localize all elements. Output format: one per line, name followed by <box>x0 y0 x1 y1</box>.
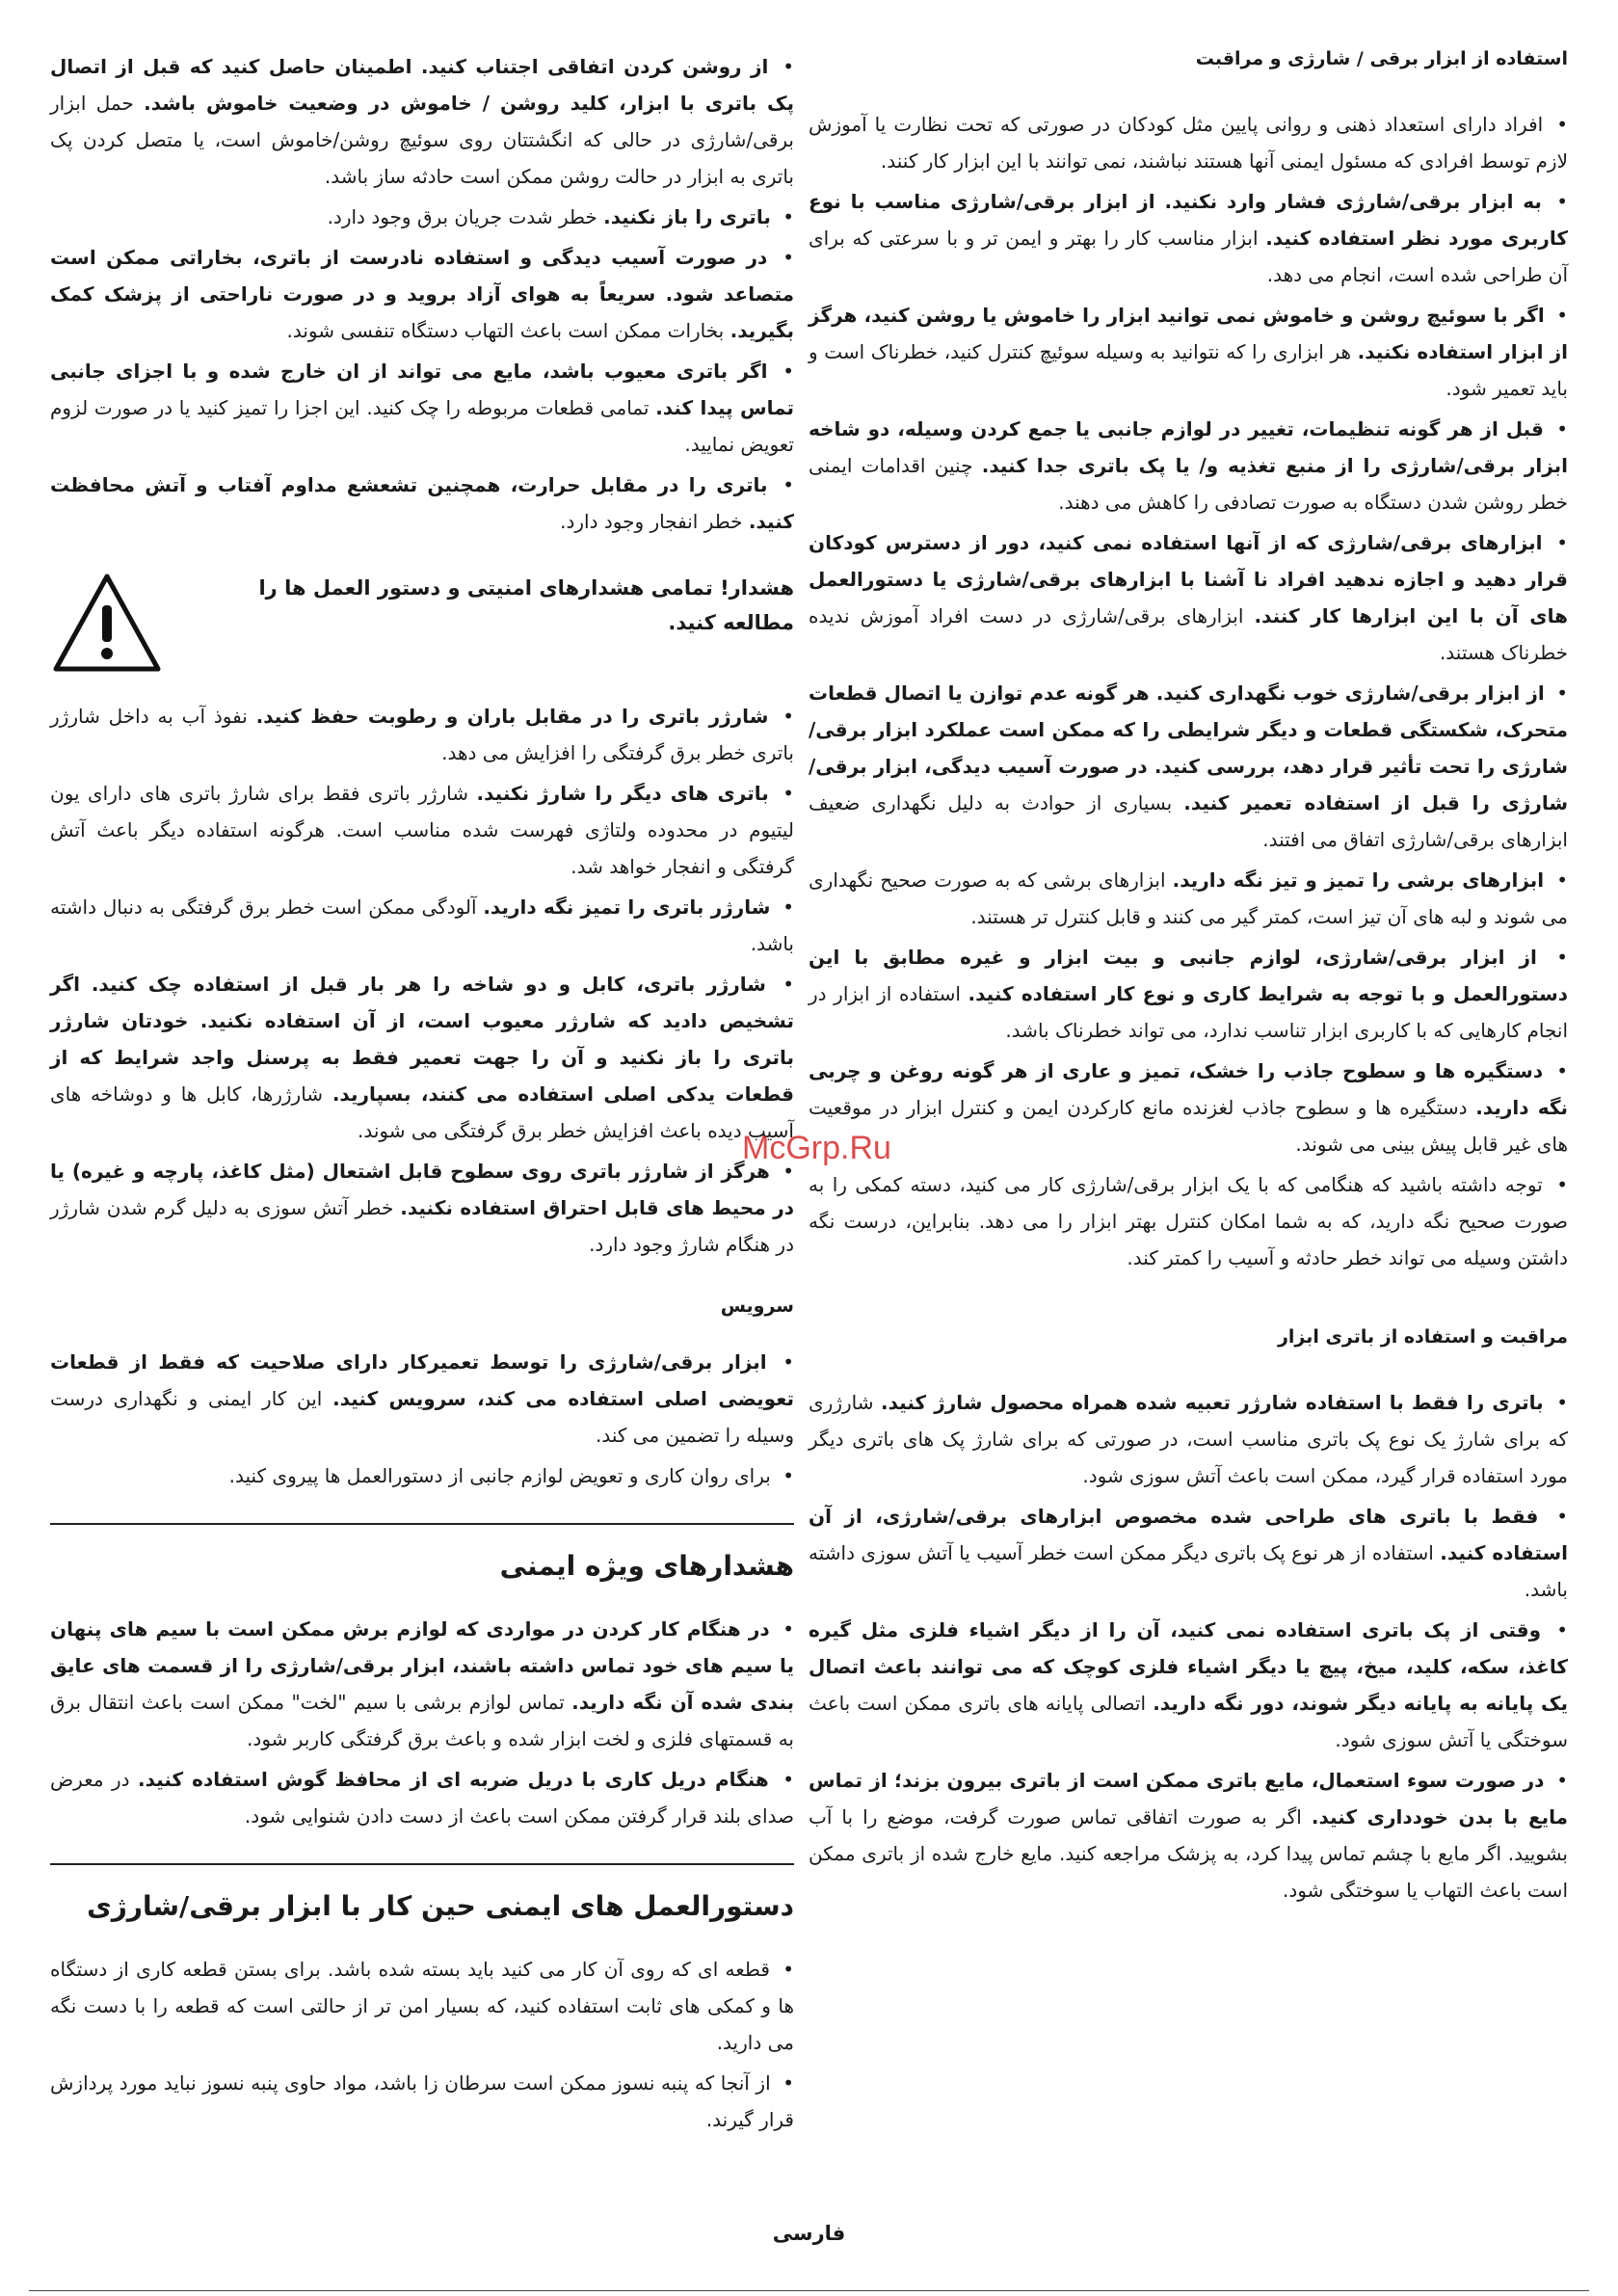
section-title-battery: مراقبت و استفاده از باتری ابزار <box>1277 1326 1568 1348</box>
bullet-item: • ابزارهای برقی/شارژی که از آنها استفاده نمی کنید، دور از دسترس کودکان قرار دهید و اجازه ندهید افراد نا آشنا با ابزارهای برقی/شارژی یا دستورالعمل های آن با این ابزارها کار کنند. ابزارهای برقی/شارژی در دست افراد آموزش ندیده خطرناک هستند. <box>809 531 1569 664</box>
bullet-item: • برای روان کاری و تعویض لوازم جانبی از دستورالعمل ها پیروی کنید. <box>228 1464 794 1487</box>
warning-box <box>50 571 794 675</box>
divider <box>50 1863 794 1865</box>
divider <box>50 1523 794 1525</box>
bullet-item: • وقتی از پک باتری استفاده نمی کنید، آن را از دیگر اشیاء فلزی مثل گیره کاغذ، سکه، کلید، میخ، پیچ یا دیگر اشیاء فلزی کوچک که می توانند باعث اتصال یک پایانه به پایانه دیگر شوند، دور نگه دارید. اتصالی پایانه های باتری ممکن است باعث سوختگی یا آتش سوزی شود. <box>809 1618 1568 1751</box>
bullet-item: • افراد دارای استعداد ذهنی و روانی پایین مثل کودکان در صورتی که تحت نظارت یا آموزش لازم توسط افرادی که مسئول ایمنی آنها هستند نباشند، نمی توانند با این ابزار کار کنند. <box>809 113 1569 173</box>
bullet-item: • اگر باتری معیوب باشد، مایع می تواند از ان خارج شده و با اجزای جانبی تماس پیدا کند. تمامی قطعات مربوطه را چک کنید. این اجزا را تمیز کنید یا در صورت لزوم تعویض نمایید. <box>50 360 795 456</box>
bullet-item: • فقط با باتری های طراحی شده مخصوص ابزارهای برقی/شارژی، از آن استفاده کنید. استفاده از هر نوع پک باتری دیگر ممکن است خطر آسیب یا آتش سوزی داشته باشد. <box>809 1505 1569 1601</box>
warning-triangle-icon <box>50 571 164 675</box>
bullet-item: • قبل از هر گونه تنظیمات، تغییر در لوازم جانبی یا جمع کردن وسیله، دو شاخه ابزار برقی/شارژی را از منبع تغذیه و/ یا پک باتری جدا کنید. چنین اقدامات ایمنی خطر روشن شدن دستگاه به صورت تصادفی را کاهش می دهند. <box>809 417 1569 514</box>
bullet-item: • باتری را فقط با استفاده شارژر تعبیه شده همراه محصول شارژ کنید. شارژری که برای شارژ یک نوع پک باتری مناسب است، در صورتی که برای شارژ پک های باتری دیگر مورد استفاده قرار گیرد، ممکن است باعث آتش سوزی شود. <box>809 1391 1568 1487</box>
bullet-item: • از ابزار برقی/شارژی، لوازم جانبی و بیت ابزار و غیره مطابق با این دستورالعمل و با توجه به شرایط کاری و نوع کار استفاده کنید. استفاده از ابزار در انجام کارهایی که با کاربری ابزار تناسب ندارد، می تواند خطرناک باشد. <box>809 946 1569 1042</box>
bullet-item: • در صورت آسیب دیدگی و استفاده نادرست از باتری، بخاراتی ممکن است متصاعد شود. سریعاً به هوای آزاد بروید و در صورت ناراحتی از پزشک کمک بگیرید. بخارات ممکن است باعث التهاب دستگاه تنفسی شوند. <box>50 246 795 342</box>
heading-special-warnings: هشدارهای ویژه ایمنی <box>499 1550 794 1582</box>
bottom-rule <box>29 2290 1589 2291</box>
bullet-item: • از روشن کردن اتفاقی اجتناب کنید. اطمینان حاصل کنید که قبل از اتصال پک باتری با ابزار، کلید روشن / خاموش در وضعیت خاموش باشد. حمل ابزار برقی/شارژی در حالی که انگشتتان روی سوئیچ روشن/خاموش است، یا متصل کردن پک باتری به ابزار در حالت روشن ممکن است حادثه ساز باشد. <box>50 55 795 188</box>
bullet-item: • به ابزار برقی/شارژی فشار وارد نکنید. از ابزار برقی/شارژی مناسب با نوع کاربری مورد نظر استفاده کنید. ابزار مناسب کار را بهتر و ایمن تر و با سرعتی که برای آن طراحی شده است، انجام می دهد. <box>809 190 1568 286</box>
bullet-item: • اگر با سوئیچ روشن و خاموش نمی توانید ابزار را خاموش یا روشن کنید، هرگز از ابزار استفاده نکنید. هر ابزاری را که نتوانید به وسیله سوئیچ کنترل کنید، خطرناک است و باید تعمیر شود. <box>809 304 1569 400</box>
bullet-item: • از ابزار برقی/شارژی خوب نگهداری کنید. هر گونه عدم توازن یا اتصال قطعات متحرک، شکستگی قطعات و دیگر شرایطی را که ممکن است عملکرد ابزار برقی/شارژی را تحت تأثیر قرار دهد، بررسی کنید. در صورت آسیب دیدگی، ابزار برقی/شارژی را قبل از استفاده تعمیر کنید. بسیاری از حوادث به دلیل نگهداری ضعیف ابزارهای برقی/شارژی اتفاق می افتند. <box>809 681 1569 851</box>
bullet-item: • از آنجا که پنبه نسوز ممکن است سرطان زا باشد، مواد حاوی پنبه نسوز نباید مورد پردازش قرار گیرند. <box>50 2071 794 2131</box>
heading-work-safety: دستورالعمل های ایمنی حین کار با ابزار برقی/شارژی <box>87 1890 794 1922</box>
bullet-item: • باتری را باز نکنید. خطر شدت جریان برق وجود دارد. <box>327 205 794 228</box>
section-title-service: سرویس <box>720 1295 794 1317</box>
bullet-item: • قطعه ای که روی آن کار می کنید باید بسته شده باشد. برای بستن قطعه کاری از دستگاه ها و کمکی های ثابت استفاده کنید، که بسیار امن تر از حالتی است که قطعه را با دست نگه می دارید. <box>50 1958 794 2054</box>
bullet-item: • باتری های دیگر را شارژ نکنید. شارژر باتری فقط برای شارژ باتری های دارای یون لیتیوم در محدوده ولتاژی فهرست شده مناسب است. هرگونه استفاده دیگر باعث آتش گرفتگی و انفجار خواهد شد. <box>50 782 795 878</box>
warning-text: هشدار! تمامی هشدارهای امنیتی و دستور العمل ها را مطالعه کنید. <box>258 576 794 634</box>
bullet-item: • هرگز از شارژر باتری روی سطوح قابل اشتعال (مثل کاغذ، پارچه و غیره) یا در محیط های قابل احتراق استفاده نکنید. خطر آتش سوزی به دلیل گرم شدن شارژر در هنگام شارژ وجود دارد. <box>50 1160 795 1256</box>
bullet-item: • ابزارهای برشی را تمیز و تیز نگه دارید. ابزارهای برشی که به صورت صحیح نگهداری می شوند و لبه های آن تیز است، کمتر گیر می کنند و قابل کنترل تر هستند. <box>809 868 1568 928</box>
bullet-item: • توجه داشته باشید که هنگامی که با یک ابزار برقی/شارژی کار می کنید، دسته کمکی را به صورت صحیح نگه دارید، که به شما امکان کنترل بهتر ابزار را می دهد. بنابراین، درست نگه داشتن وسیله می تواند خطر حادثه و آسیب را کمتر کند. <box>809 1173 1568 1269</box>
bullet-item: • در هنگام کار کردن در مواردی که لوازم برش ممکن است با سیم های پنهان یا سیم های خود تماس داشته باشند، ابزار برقی/شارژی را از قسمت های عایق بندی شده آن نگه دارید. تماس لوازم برشی با سیم "لخت" ممکن است باعث انتقال برق به قسمتهای فلزی و لخت ابزار شده و باعث برق گرفتگی کاربر شود. <box>50 1617 794 1750</box>
bullet-item: • شارژر باتری، کابل و دو شاخه را هر بار قبل از استفاده چک کنید. اگر تشخیص دادید که شارژر معیوب است، از آن استفاده نکنید. خودتان شارژر باتری را باز نکنید و آن را جهت تعمیر فقط به پرسنل واجد شرایط که از قطعات یدکی اصلی استفاده می کنند، بسپارید. شارژرها، کابل ها و دوشاخه های آسیب دیده باعث افزایش خطر برق گرفتگی می شوند. <box>50 973 795 1142</box>
bullet-item: • در صورت سوء استعمال، مایع باتری ممکن است از باتری بیرون بزند؛ از تماس مایع با بدن خودداری کنید. اگر به صورت اتفاقی تماس صورت گرفت، موضع را با آب بشویید. اگر مایع با چشم تماس پیدا کرد، به پزشک مراجعه کنید. مایع خارج شده از باتری ممکن است باعث التهاب یا سوختگی شود. <box>809 1769 1569 1902</box>
page-footer-language: فارسی <box>772 2222 846 2245</box>
bullet-item: • هنگام دریل کاری با دریل ضربه ای از محافظ گوش استفاده کنید. در معرض صدای بلند قرار گرفتن ممکن است باعث از دست دادن شنوایی شود. <box>50 1768 795 1828</box>
right-column <box>809 48 1568 1912</box>
bullet-item: • ابزار برقی/شارژی را توسط تعمیرکار دارای صلاحیت که فقط از قطعات تعویضی اصلی استفاده می کند، سرویس کنید. این کار ایمنی و نگهداری درست وسیله را تضمین می کند. <box>50 1350 795 1447</box>
bullet-item: • شارژر باتری را تمیز نگه دارید. آلودگی ممکن است خطر برق گرفتگی به دنبال داشته باشد. <box>50 895 794 955</box>
watermark: McGrp.Ru <box>742 1130 891 1166</box>
section-title-tool-use: استفاده از ابزار برقی / شارژی و مراقبت <box>1195 48 1568 69</box>
bullet-item: • شارژر باتری را در مقابل باران و رطوبت حفظ کنید. نفوذ آب به داخل شارژر باتری خطر برق گرفتگی را افزایش می دهد. <box>50 705 795 764</box>
bullet-item: • دستگیره ها و سطوح جاذب را خشک، تمیز و عاری از هر گونه روغن و چربی نگه دارید. دستگیره ها و سطوح جاذب لغزنده مانع کارکردن ایمن و کنترل ابزار در موقعیت های غیر قابل پیش بینی می شوند. <box>809 1059 1568 1156</box>
left-column <box>50 48 794 2142</box>
bullet-item: • باتری را در مقابل حرارت، همچنین تشعشع مداوم آفتاب و آتش محافظت کنید. خطر انفجار وجود دارد. <box>50 473 795 533</box>
